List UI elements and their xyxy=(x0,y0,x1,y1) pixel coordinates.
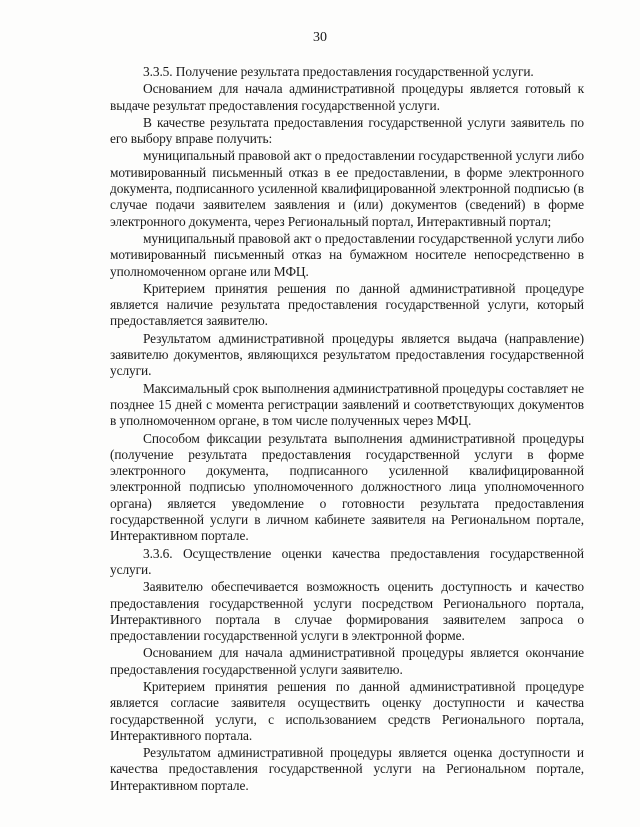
paragraph: Критерием принятия решения по данной административной процедуре является наличие результата предоставления государственной услуги, который предоставляется заявителю. xyxy=(110,280,584,329)
paragraph: Критерием принятия решения по данной административной процедуре является согласие заявителя осуществить оценку доступности и качества государственной услуги, с использованием средств Регионального портала, Интерактивного портала. xyxy=(110,678,584,743)
paragraph: Максимальный срок выполнения административной процедуры составляет не позднее 15 дней с момента регистрации заявлений и соответствующих документов в уполномоченном органе, в том числе полученных через МФЦ. xyxy=(110,380,584,429)
paragraph: Основанием для начала административной процедуры является готовый к выдаче результат предоставления государственной услуги. xyxy=(110,81,584,113)
document-body xyxy=(110,64,584,795)
list-item-paragraph: муниципальный правовой акт о предоставлении государственной услуги либо мотивированный письменный отказ в ее предоставлении, в форме электронного документа, подписанного усиленной квалифицированной электронной подписью (в случае подачи заявителем заявления и (или) документов (сведений) в форме электронного документа, через Региональный портал, Интерактивный портал; xyxy=(110,148,584,229)
list-item-paragraph: муниципальный правовой акт о предоставлении государственной услуги либо мотивированный письменный отказ на бумажном носителе непосредственно в уполномоченном органе или МФЦ. xyxy=(110,230,584,279)
section-heading-3-3-5: 3.3.5. Получение результата предоставления государственной услуги. xyxy=(143,64,534,79)
paragraph: Способом фиксации результата выполнения административной процедуры (получение результата предоставления государственной услуги в форме электронного документа, подписанного усиленной квалифицированной электронной подписью уполномоченного должностного лица уполномоченного органа) является уведомление о готовности результата предоставления государственной услуги в личном кабинете заявителя на Региональном портале, Интерактивном портале. xyxy=(110,430,584,544)
paragraph: В качестве результата предоставления государственной услуги заявитель по его выбору вправе получить: xyxy=(110,114,584,147)
page-number: 30 xyxy=(313,30,327,45)
paragraph: Основанием для начала административной процедуры является окончание предоставления государственной услуги заявителю. xyxy=(110,645,584,677)
paragraph: Результатом административной процедуры является выдача (направление) заявителю документов, являющихся результатом предоставления государственной услуги. xyxy=(110,330,584,379)
section-heading-3-3-6: 3.3.6. Осуществление оценки качества предоставления государственной услуги. xyxy=(110,545,584,577)
paragraph: Результатом административной процедуры является оценка доступности и качества предоставления государственной услуги на Региональном портале, Интерактивном портале. xyxy=(110,745,584,793)
paragraph: Заявителю обеспечивается возможность оценить доступность и качество предоставления государственной услуги посредством Регионального портала, Интерактивного портала в случае формирования заявителем запроса о предоставлении государственной услуги в электронной форме. xyxy=(110,579,584,644)
